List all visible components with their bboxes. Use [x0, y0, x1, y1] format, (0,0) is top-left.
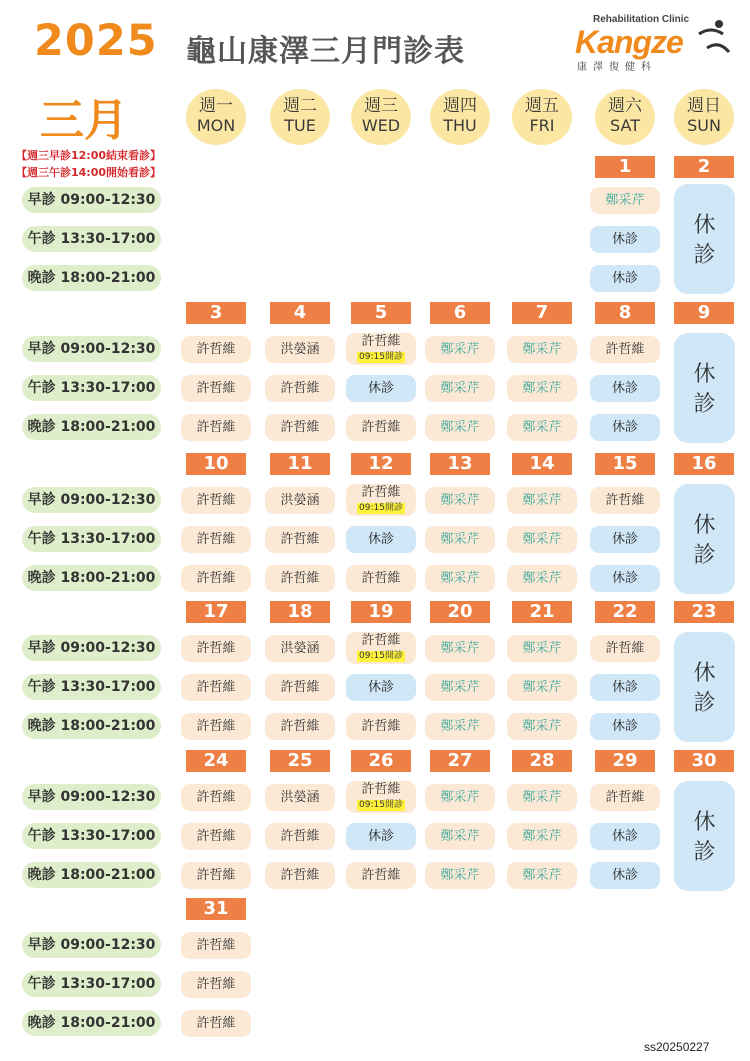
doctor-cell: 許哲維: [265, 375, 335, 402]
sunday-closed-char: 診: [693, 840, 716, 865]
wednesday-notes: [16, 147, 161, 181]
sunday-closed-block: [674, 184, 735, 294]
date-box: 12: [351, 453, 411, 475]
doctor-cell: 許哲維: [181, 932, 251, 959]
doctor-cell: 鄭采芹: [425, 336, 495, 363]
doctor-cell: 鄭采芹: [507, 784, 577, 811]
opening-time-note: 09:15開診: [359, 651, 403, 661]
page-title: 龜山康澤三月門診表: [186, 34, 465, 69]
doctor-cell: 洪嫈涵: [265, 336, 335, 363]
closed-cell: 休診: [590, 375, 660, 402]
doctor-cell: 洪嫈涵: [265, 784, 335, 811]
doctor-name: 許哲維: [361, 485, 401, 500]
sunday-closed-block: [674, 333, 735, 443]
doctor-cell: 鄭采芹: [507, 713, 577, 740]
shift-label: 早診 09:00-12:30: [22, 784, 161, 810]
doctor-cell: 鄭采芹: [425, 862, 495, 889]
day-header-wed: [351, 89, 411, 145]
doctor-cell: 許哲維: [181, 862, 251, 889]
date-box: 2: [674, 156, 734, 178]
shift-label: 晚診 18:00-21:00: [22, 1010, 161, 1036]
shift-label: 晚診 18:00-21:00: [22, 265, 161, 291]
day-header-cn: 週日: [687, 96, 721, 116]
shift-label: 早診 09:00-12:30: [22, 932, 161, 958]
doctor-cell: 許哲維: [181, 375, 251, 402]
note-morning: 【週三早診12:00結束看診】: [16, 149, 162, 162]
doctor-cell: 鄭采芹: [507, 823, 577, 850]
date-box: 10: [186, 453, 246, 475]
doctor-cell: 許哲維: [181, 713, 251, 740]
date-box: 28: [512, 750, 572, 772]
doctor-cell: 許哲維: [265, 565, 335, 592]
doctor-cell: 許哲維: [346, 565, 416, 592]
closed-cell: 休診: [590, 862, 660, 889]
shift-label: 晚診 18:00-21:00: [22, 862, 161, 888]
opening-time-note: 09:15開診: [359, 503, 403, 513]
shift-label: 晚診 18:00-21:00: [22, 713, 161, 739]
doctor-cell: 許哲維: [181, 674, 251, 701]
day-header-mon: [186, 89, 246, 145]
shift-label: 午診 13:30-17:00: [22, 226, 161, 252]
doctor-cell: 洪嫈涵: [265, 635, 335, 662]
doctor-cell: 許哲維: [181, 565, 251, 592]
clinic-logo: [575, 14, 735, 72]
doctor-cell: 鄭采芹: [425, 526, 495, 553]
doctor-cell: 鄭采芹: [507, 336, 577, 363]
opening-time-note: 09:15開診: [359, 352, 403, 362]
day-header-sat: [595, 89, 655, 145]
sunday-closed-char: 診: [693, 392, 716, 417]
doctor-cell: 許哲維: [181, 784, 251, 811]
shift-label: 午診 13:30-17:00: [22, 823, 161, 849]
sunday-closed-char: 休: [693, 213, 716, 238]
closed-cell: 休診: [590, 414, 660, 441]
year-label: 2025: [34, 16, 158, 66]
day-header-en: SAT: [610, 116, 640, 135]
shift-label: 晚診 18:00-21:00: [22, 565, 161, 591]
date-box: 6: [430, 302, 490, 324]
date-box: 14: [512, 453, 572, 475]
closed-cell: 休診: [590, 713, 660, 740]
month-label: 三月: [40, 95, 128, 146]
date-box: 26: [351, 750, 411, 772]
doctor-cell: 鄭采芹: [507, 375, 577, 402]
doctor-cell: [346, 632, 416, 664]
doctor-cell: 許哲維: [181, 414, 251, 441]
date-box: 25: [270, 750, 330, 772]
date-box: 8: [595, 302, 655, 324]
shift-label: 午診 13:30-17:00: [22, 674, 161, 700]
doctor-cell: 鄭采芹: [425, 713, 495, 740]
doctor-cell: 許哲維: [265, 674, 335, 701]
shift-label: 早診 09:00-12:30: [22, 487, 161, 513]
closed-cell: 休診: [346, 823, 416, 850]
running-figure-icon: [693, 18, 731, 58]
doctor-cell: 許哲維: [346, 414, 416, 441]
doctor-cell: 鄭采芹: [425, 565, 495, 592]
document-code: ss20250227: [644, 1040, 710, 1054]
doctor-cell: 許哲維: [181, 1010, 251, 1037]
sunday-closed-block: [674, 632, 735, 742]
date-box: 15: [595, 453, 655, 475]
date-box: 20: [430, 601, 490, 623]
date-box: 29: [595, 750, 655, 772]
date-box: 21: [512, 601, 572, 623]
sunday-closed-block: [674, 781, 735, 891]
doctor-cell: 鄭采芹: [590, 187, 660, 214]
doctor-cell: 許哲維: [590, 784, 660, 811]
logo-wordmark: Kangze: [575, 24, 683, 60]
date-box: 31: [186, 898, 246, 920]
date-box: 7: [512, 302, 572, 324]
doctor-name: 許哲維: [361, 334, 401, 349]
doctor-cell: 鄭采芹: [425, 784, 495, 811]
day-header-en: THU: [443, 116, 477, 135]
doctor-cell: 許哲維: [181, 823, 251, 850]
doctor-cell: 許哲維: [265, 414, 335, 441]
doctor-cell: [346, 333, 416, 365]
date-box: 17: [186, 601, 246, 623]
date-box: 30: [674, 750, 734, 772]
doctor-cell: 許哲維: [181, 487, 251, 514]
day-header-en: TUE: [284, 116, 316, 135]
day-header-cn: 週三: [364, 96, 398, 116]
doctor-cell: 鄭采芹: [507, 565, 577, 592]
shift-label: 午診 13:30-17:00: [22, 526, 161, 552]
doctor-name: 許哲維: [361, 782, 401, 797]
logo-chinese-name: 康澤復健科: [577, 62, 657, 73]
day-header-cn: 週一: [199, 96, 233, 116]
doctor-cell: 許哲維: [265, 526, 335, 553]
shift-label: 早診 09:00-12:30: [22, 336, 161, 362]
doctor-cell: 鄭采芹: [507, 526, 577, 553]
shift-label: 午診 13:30-17:00: [22, 375, 161, 401]
day-header-fri: [512, 89, 572, 145]
shift-label: 午診 13:30-17:00: [22, 971, 161, 997]
day-header-tue: [270, 89, 330, 145]
date-box: 3: [186, 302, 246, 324]
day-header-en: MON: [196, 116, 236, 135]
note-afternoon: 【週三午診14:00開始看診】: [16, 166, 162, 179]
date-box: 24: [186, 750, 246, 772]
closed-cell: 休診: [590, 226, 660, 253]
closed-cell: 休診: [590, 526, 660, 553]
doctor-cell: 許哲維: [346, 713, 416, 740]
day-header-cn: 週四: [443, 96, 477, 116]
logo-tagline: Rehabilitation Clinic: [593, 14, 690, 25]
closed-cell: 休診: [590, 674, 660, 701]
sunday-closed-char: 休: [693, 810, 716, 835]
doctor-cell: 許哲維: [265, 862, 335, 889]
closed-cell: 休診: [346, 674, 416, 701]
doctor-cell: 許哲維: [181, 971, 251, 998]
doctor-cell: 許哲維: [181, 526, 251, 553]
day-header-en: WED: [361, 116, 401, 135]
closed-cell: 休診: [590, 565, 660, 592]
doctor-cell: 許哲維: [265, 823, 335, 850]
closed-cell: 休診: [590, 823, 660, 850]
date-box: 5: [351, 302, 411, 324]
doctor-cell: 鄭采芹: [507, 635, 577, 662]
date-box: 19: [351, 601, 411, 623]
doctor-name: 許哲維: [361, 633, 401, 648]
doctor-cell: 鄭采芹: [425, 487, 495, 514]
day-header-cn: 週六: [608, 96, 642, 116]
date-box: 16: [674, 453, 734, 475]
doctor-cell: 許哲維: [590, 635, 660, 662]
doctor-cell: 鄭采芹: [425, 375, 495, 402]
doctor-cell: 鄭采芹: [425, 823, 495, 850]
day-header-thu: [430, 89, 490, 145]
day-header-cn: 週五: [525, 96, 559, 116]
opening-time-note: 09:15開診: [359, 800, 403, 810]
date-box: 4: [270, 302, 330, 324]
date-box: 23: [674, 601, 734, 623]
date-box: 11: [270, 453, 330, 475]
sunday-closed-char: 休: [693, 661, 716, 686]
shift-label: 早診 09:00-12:30: [22, 187, 161, 213]
sunday-closed-char: 診: [693, 691, 716, 716]
date-box: 9: [674, 302, 734, 324]
day-header-sun: [674, 89, 734, 145]
day-header-en: SUN: [687, 116, 721, 135]
doctor-cell: 鄭采芹: [507, 862, 577, 889]
doctor-cell: 許哲維: [590, 336, 660, 363]
shift-label: 晚診 18:00-21:00: [22, 414, 161, 440]
doctor-cell: 鄭采芹: [507, 487, 577, 514]
doctor-cell: 許哲維: [265, 713, 335, 740]
doctor-cell: [346, 781, 416, 813]
date-box: 13: [430, 453, 490, 475]
date-box: 1: [595, 156, 655, 178]
day-header-cn: 週二: [283, 96, 317, 116]
shift-label: 早診 09:00-12:30: [22, 635, 161, 661]
doctor-cell: [346, 484, 416, 516]
doctor-cell: 許哲維: [346, 862, 416, 889]
sunday-closed-char: 休: [693, 362, 716, 387]
date-box: 27: [430, 750, 490, 772]
doctor-cell: 鄭采芹: [425, 414, 495, 441]
day-header-en: FRI: [529, 116, 555, 135]
doctor-cell: 許哲維: [181, 635, 251, 662]
closed-cell: 休診: [346, 375, 416, 402]
sunday-closed-char: 休: [693, 513, 716, 538]
sunday-closed-char: 診: [693, 543, 716, 568]
doctor-cell: 許哲維: [590, 487, 660, 514]
doctor-cell: 洪嫈涵: [265, 487, 335, 514]
date-box: 18: [270, 601, 330, 623]
doctor-cell: 鄭采芹: [425, 635, 495, 662]
doctor-cell: 鄭采芹: [507, 674, 577, 701]
doctor-cell: 鄭采芹: [507, 414, 577, 441]
doctor-cell: 許哲維: [181, 336, 251, 363]
sunday-closed-char: 診: [693, 243, 716, 268]
date-box: 22: [595, 601, 655, 623]
closed-cell: 休診: [590, 265, 660, 292]
closed-cell: 休診: [346, 526, 416, 553]
sunday-closed-block: [674, 484, 735, 594]
doctor-cell: 鄭采芹: [425, 674, 495, 701]
